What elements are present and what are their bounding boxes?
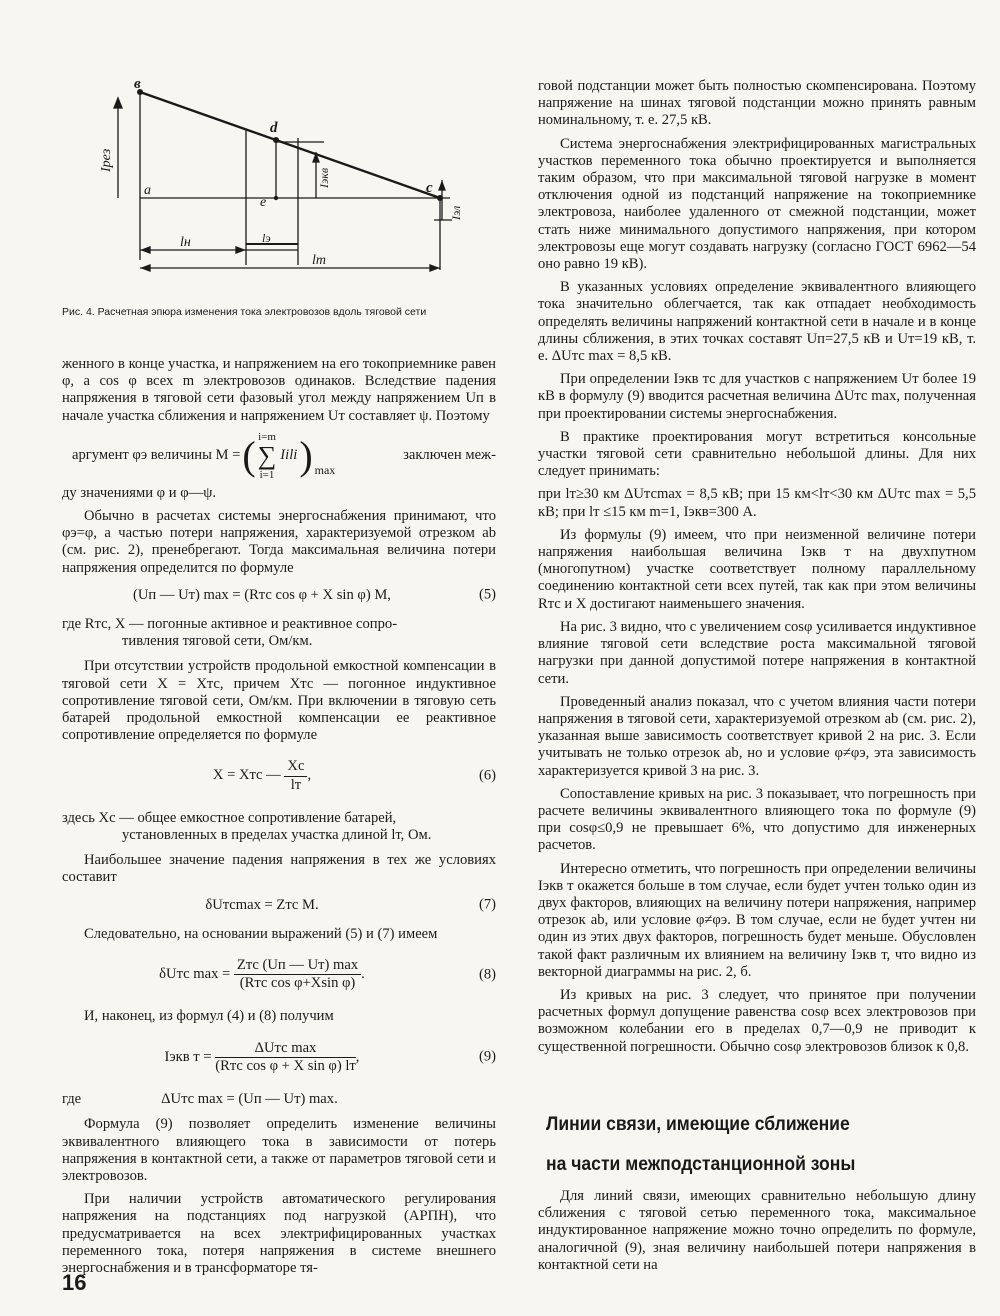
- where-lead: где Rтс, X — погонные активное и реактивное сопро-: [62, 616, 398, 633]
- formula-lhs: δUтс max =: [159, 966, 231, 983]
- fraction-denominator: (Rтс cos φ+Xsin φ): [239, 975, 356, 992]
- label-e: е: [260, 195, 267, 210]
- formula-9: Iэкв т = $\frac{\text{ΔUтс max}}{\text{(Rтс cos φ + X sin φ) lт}}$ , (9): [164, 1039, 496, 1074]
- formula-body: (Uп — Uт) max = (Rтс cos φ + X sin φ) M,: [133, 586, 391, 603]
- fraction-denominator: (Rтс cos φ + X sin φ) lт: [215, 1057, 356, 1074]
- formula-5: [62, 587, 496, 604]
- sum-max: max: [314, 462, 336, 477]
- formula-8: δUтс max = $\frac{\text{Zтс (Uп — Uт) max}}{\text{(Rтс cos φ+Xsin φ)}}$ . (8): [159, 957, 496, 992]
- label-i-el: Iэл: [449, 205, 463, 220]
- paragraph: Следовательно, на основании выражений (5) и (7) имеем: [84, 925, 438, 942]
- label-l-n: lн: [180, 235, 191, 250]
- right-column: [538, 78, 976, 1062]
- paragraph: Система энергоснабжения электрифицированных магистральных участков переменного тока обычно проектируется и выполняется таким образом, что при максимальной тяговой нагрузке в момент отключения одной из подстанций напряжение на токоприемнике электровоза, наиболее удаленного от смежной подстанции, может стать ниже минимального допустимого напряжения, при котором электровозы еще могут создавать нагрузку (согласно ГОСТ 6962—54 оно равно 19 кВ).: [538, 135, 976, 273]
- sum-lower-limit: i=1: [259, 468, 275, 481]
- paragraph: Обычно в расчетах системы энергоснабжения принимают, что φэ=φ, а частью потери напряжения, характеризуемой отрезком ab (см. рис. 2), пренебрегают. Тогда максимальная величина потери напряжения определится по формуле: [62, 508, 496, 576]
- argument-formula: аргумент φэ величины M = ( i=m ∑ i=1 Iili ) max заключен меж-: [62, 431, 496, 481]
- paragraph: Формула (9) позволяет определить изменение величины эквивалентного влияющего тока в зависимости от потерь напряжения в контактной сети, а также от параметров тяговой сети и электровозов.: [62, 1116, 496, 1184]
- label-i-ekv: Iэкв: [317, 167, 331, 188]
- paragraph: Интересно отметить, что погрешность при определении величины Iэкв т окажется больше в том случае, если будет учтен только один из двух факторов, влияющих на величину потери напряжения, например отрезок ab, или условие φ≠φэ. В том случае, если не будет учтен ни один из этих двух факторов, погрешность будет меньше. Обусловлен такой факт различным их влиянием на величину Iэкв т, что видно из векторной диаграммы на рис. 2, б.: [538, 860, 976, 980]
- formula-lhs: Iэкв т =: [164, 1048, 212, 1065]
- where-rest: установленных в пределах участка длиной lт, Ом.: [122, 827, 432, 844]
- paragraph: На рис. 3 видно, что с увеличением cosφ усиливается индуктивное влияние тяговой сети вследствие роста максимальной тяговой нагрузки при данной допустимой потере напряжения в контактной сети.: [538, 618, 976, 687]
- paragraph: Из формулы (9) имеем, что при неизменной величине потери напряжения наибольшая величина Iэкв т на двухпутном (многопутном) участке соответствует полному параллельному соединению контактной сети всех путей, так как при этом величины Rтс и X достигают наименьшего значения.: [538, 526, 976, 612]
- paragraph: Проведенный анализ показал, что с учетом влияния части потери напряжения в тяговой сети, характеризуемой отрезком ab (см. рис. 2), указанная выше зависимость соответствует кривой 2 на рис. 3. Если учитывать не только отрезок ab, но и условие φ≠φэ, эта зависимость характеризуется кривой 3 на рис. 3.: [538, 693, 976, 779]
- formula-text: аргумент φэ величины M =: [72, 447, 241, 464]
- paragraph: Сопоставление кривых на рис. 3 показывает, что погрешность при расчете величины эквивалентного влияющего тока по формуле (9) при cosφ≤0,9 не превышает 6%, что допустимо для инженерных расчетов.: [538, 785, 976, 854]
- where-rest: ΔUтс max = (Uп — Uт) max.: [161, 1091, 338, 1108]
- label-c: с: [426, 180, 433, 196]
- sum-sign: ∑: [257, 440, 277, 470]
- label-b: в: [134, 80, 141, 92]
- current-decline-line: [140, 92, 440, 198]
- where-rest: тивления тяговой сети, Ом/км.: [122, 633, 313, 650]
- sum-term: Iili: [280, 447, 298, 464]
- formula-number: (7): [478, 896, 496, 913]
- label-l-t: lт: [312, 253, 326, 268]
- figure-4-current-diagram: [62, 80, 502, 300]
- label-i-rez: Iрез: [99, 148, 114, 172]
- paragraph: при lт≥30 км ΔUтсmax = 8,5 кВ; при 15 км<lт<30 км ΔUтс max = 5,5 кВ; при lт ≤15 км m=1, Iэкв=300 А.: [538, 486, 976, 520]
- where-lead: здесь Xc — общее емкостное сопротивление батарей,: [62, 809, 397, 826]
- figure-caption: Рис. 4. Расчетная эпюра изменения тока электровозов вдоль тяговой сети: [62, 306, 427, 318]
- where-clause: [62, 810, 496, 844]
- where-clause: [62, 616, 496, 650]
- sum-upper-limit: i=m: [258, 430, 276, 443]
- section-heading: [546, 1104, 942, 1184]
- paragraph: женного в конце участка, и напряжением на его токоприемнике равен φ, а cos φ всех m электровозов одинаков. Вследствие падения напряжения в тяговой сети фазовый угол между напряжением Uп в начале участка сближения и напряжением Uт составляет ψ. Поэтому: [62, 356, 496, 424]
- left-column: [62, 356, 496, 1283]
- paragraph: Из кривых на рис. 3 следует, что принятое при получении расчетных формул допущение равенства cosφ всех электровозов при возможном колебании его в пределах 0,7—0,9 не приводит к существенной погрешности. Обычно cosφ электровозов близок к 0,8.: [538, 986, 976, 1055]
- formula-text: заключен меж-: [403, 447, 496, 464]
- label-d: d: [270, 120, 278, 136]
- paragraph: говой подстанции может быть полностью скомпенсирована. Поэтому напряжение на шинах тяговой подстанции можно принять равным номинальному, т. е. 27,5 кВ.: [538, 78, 976, 129]
- label-l-e: lэ: [262, 231, 271, 245]
- paragraph: При отсутствии устройств продольной емкостной компенсации в тяговой сети X = Xтс, причем Xтс — погонное индуктивное сопротивление тяговой сети, Ом/км. При включении в тяговую сеть батарей продольной емкостной компенсации ее реактивное сопротивление определяется по формуле: [62, 658, 496, 744]
- formula-number: (6): [478, 767, 496, 784]
- fraction-numerator: ΔUтс max: [215, 1040, 356, 1058]
- label-a: а: [144, 183, 151, 198]
- formula-number: (5): [478, 586, 496, 603]
- formula-number: (8): [478, 966, 496, 983]
- section-paragraph: [538, 1188, 976, 1280]
- paragraph: В указанных условиях определение эквивалентного влияющего тока значительно облегчается, так как отпадает необходимость определять величины напряжений контактной сети в начале и в конце длины сближения, в этих точках составят Uп=27,5 кВ и Uт=19 кВ, т. е. ΔUтс max = 8,5 кВ.: [538, 279, 976, 365]
- paragraph: Наибольшее значение падения напряжения в тех же условиях составит: [62, 852, 496, 886]
- paragraph: При определении Iэкв тс для участков с напряжением Uт более 19 кВ в формулу (9) вводится расчетная величина ΔUтс max, полученная при проектировании системы энергоснабжения.: [538, 371, 976, 422]
- where-clause: [62, 1091, 496, 1108]
- paragraph: При наличии устройств автоматического регулирования напряжения на подстанциях под нагрузкой (АРПН), что предусматривается на всех электрифицированных участках переменного тока, потеря напряжения в системе внешнего энергоснабжения и в трансформаторе тя-: [62, 1191, 496, 1276]
- formula-body: δUтсmax = Zтс M.: [205, 896, 319, 913]
- page-number: 16: [62, 1270, 87, 1295]
- formula-6: X = Xтс — $\frac{Xc}{lт}$ , (6): [212, 758, 496, 793]
- paragraph: Для линий связи, имеющих сравнительно небольшую длину сближения с тяговой сетью переменного тока, максимальное индуктированное напряжение можно точно определить по формуле, аналогичной (9), зная величину наибольшей потери напряжения в контактной сети на: [538, 1188, 976, 1273]
- fraction-denominator: lт: [290, 776, 302, 793]
- heading-line-1: Линии связи, имеющие сближение: [546, 1113, 850, 1135]
- heading-line-2: на части межподстанционной зоны: [546, 1153, 856, 1175]
- formula-number: (9): [478, 1048, 496, 1065]
- fraction-numerator: Zтс (Uп — Uт) max: [234, 957, 361, 975]
- paragraph: И, наконец, из формул (4) и (8) получим: [84, 1008, 334, 1025]
- paragraph: ду значениями φ и φ—ψ.: [62, 484, 217, 501]
- paragraph: В практике проектирования могут встретиться консольные участки тяговой сети сравнительно небольшой длины. Для них следует принимать:: [538, 428, 976, 480]
- where-lead: где: [62, 1091, 82, 1108]
- formula-7: [62, 897, 496, 914]
- formula-lhs: X = Xтс —: [212, 767, 281, 784]
- fraction-numerator: Xc: [284, 758, 307, 776]
